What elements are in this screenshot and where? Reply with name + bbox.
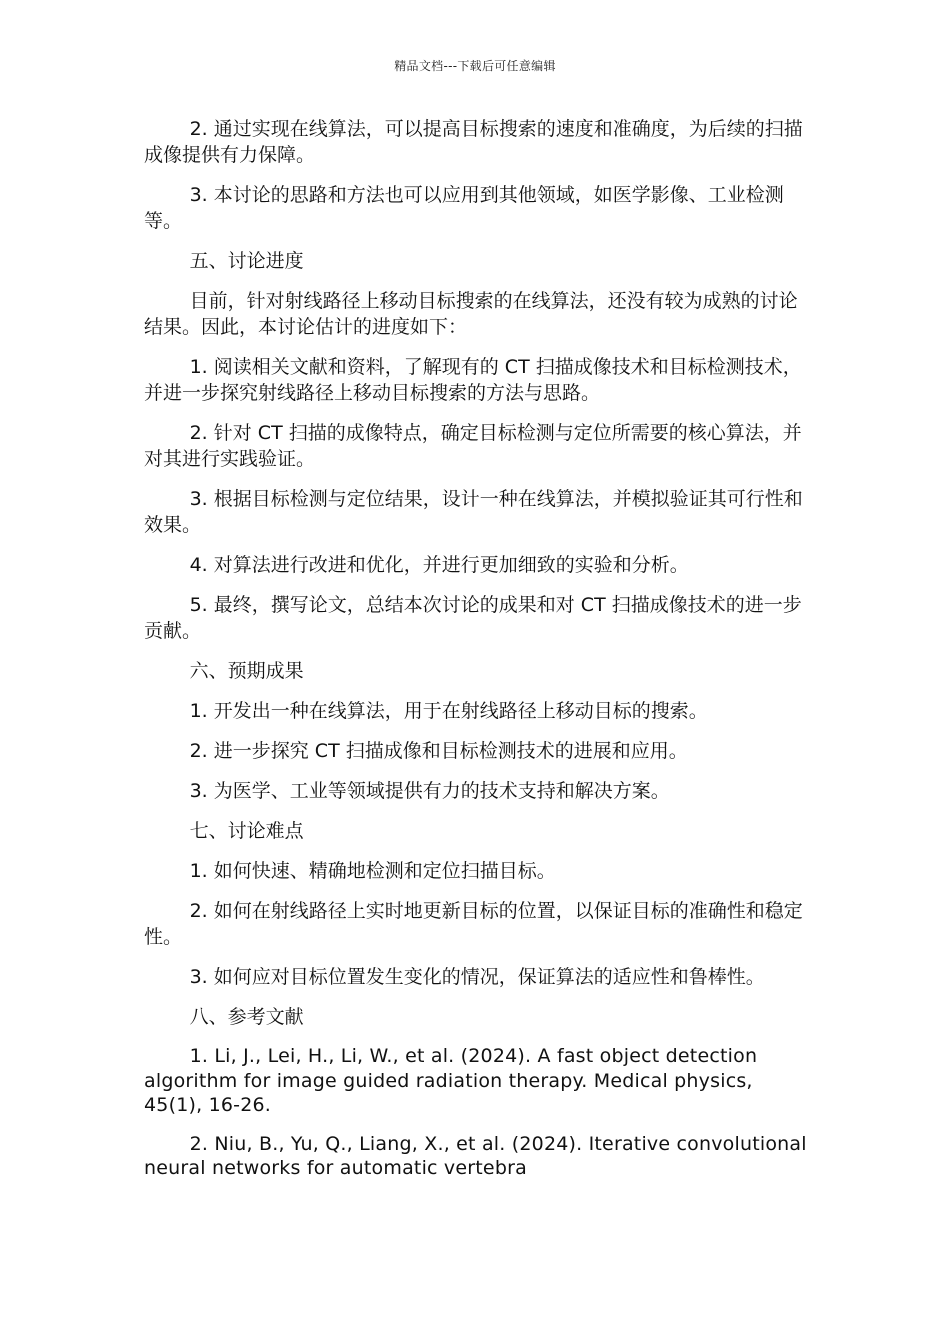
paragraph: 4. 对算法进行改进和优化，并进行更加细致的实验和分析。 bbox=[189, 554, 689, 576]
paragraph: 3. 如何应对目标位置发生变化的情况，保证算法的适应性和鲁棒性。 bbox=[189, 966, 765, 988]
paragraph: 1. 阅读相关文献和资料，了解现有的 CT 扫描成像技术和目标检测技术，并进一步探究射线路径上移动目标搜索的方法与思路。 bbox=[144, 356, 802, 404]
paragraph: 2. 进一步探究 CT 扫描成像和目标检测技术的进展和应用。 bbox=[189, 740, 688, 762]
page-header: 精品文档---下载后可任意编辑 bbox=[394, 59, 556, 73]
reference-item: 2. Niu, B., Yu, Q., Liang, X., et al. (2024). Iterative convolutional neural networks for automatic vertebra bbox=[144, 1132, 807, 1179]
paragraph: 2. 针对 CT 扫描的成像特点，确定目标检测与定位所需要的核心算法，并对其进行实践验证。 bbox=[144, 422, 802, 470]
document-body bbox=[144, 116, 810, 1195]
paragraph: 1. 如何快速、精确地检测和定位扫描目标。 bbox=[189, 860, 556, 882]
paragraph: 2. 如何在射线路径上实时地更新目标的位置，以保证目标的准确性和稳定性。 bbox=[144, 900, 803, 948]
section-heading-expected-results: 六、预期成果 bbox=[189, 660, 304, 682]
section-heading-references: 八、参考文献 bbox=[189, 1006, 304, 1028]
reference-item: 1. Li, J., Lei, H., Li, W., et al. (2024). A fast object detection algorithm for image guided radiation therapy. Medical physics, 45(1), 16-26. bbox=[144, 1045, 758, 1116]
paragraph: 3. 为医学、工业等领域提供有力的技术支持和解决方案。 bbox=[189, 780, 670, 802]
section-heading-difficulties: 七、讨论难点 bbox=[189, 820, 304, 842]
paragraph: 3. 根据目标检测与定位结果，设计一种在线算法，并模拟验证其可行性和效果。 bbox=[144, 488, 803, 536]
section-heading-progress: 五、讨论进度 bbox=[189, 250, 304, 272]
paragraph: 目前，针对射线路径上移动目标搜索的在线算法，还没有较为成熟的讨论结果。因此，本讨论估计的进度如下： bbox=[144, 290, 798, 338]
paragraph: 2. 通过实现在线算法，可以提高目标搜索的速度和准确度，为后续的扫描成像提供有力保障。 bbox=[144, 118, 803, 166]
paragraph: 1. 开发出一种在线算法，用于在射线路径上移动目标的搜索。 bbox=[189, 700, 708, 722]
paragraph: 5. 最终，撰写论文，总结本次讨论的成果和对 CT 扫描成像技术的进一步贡献。 bbox=[144, 594, 802, 642]
paragraph: 3. 本讨论的思路和方法也可以应用到其他领域，如医学影像、工业检测等。 bbox=[144, 184, 784, 232]
